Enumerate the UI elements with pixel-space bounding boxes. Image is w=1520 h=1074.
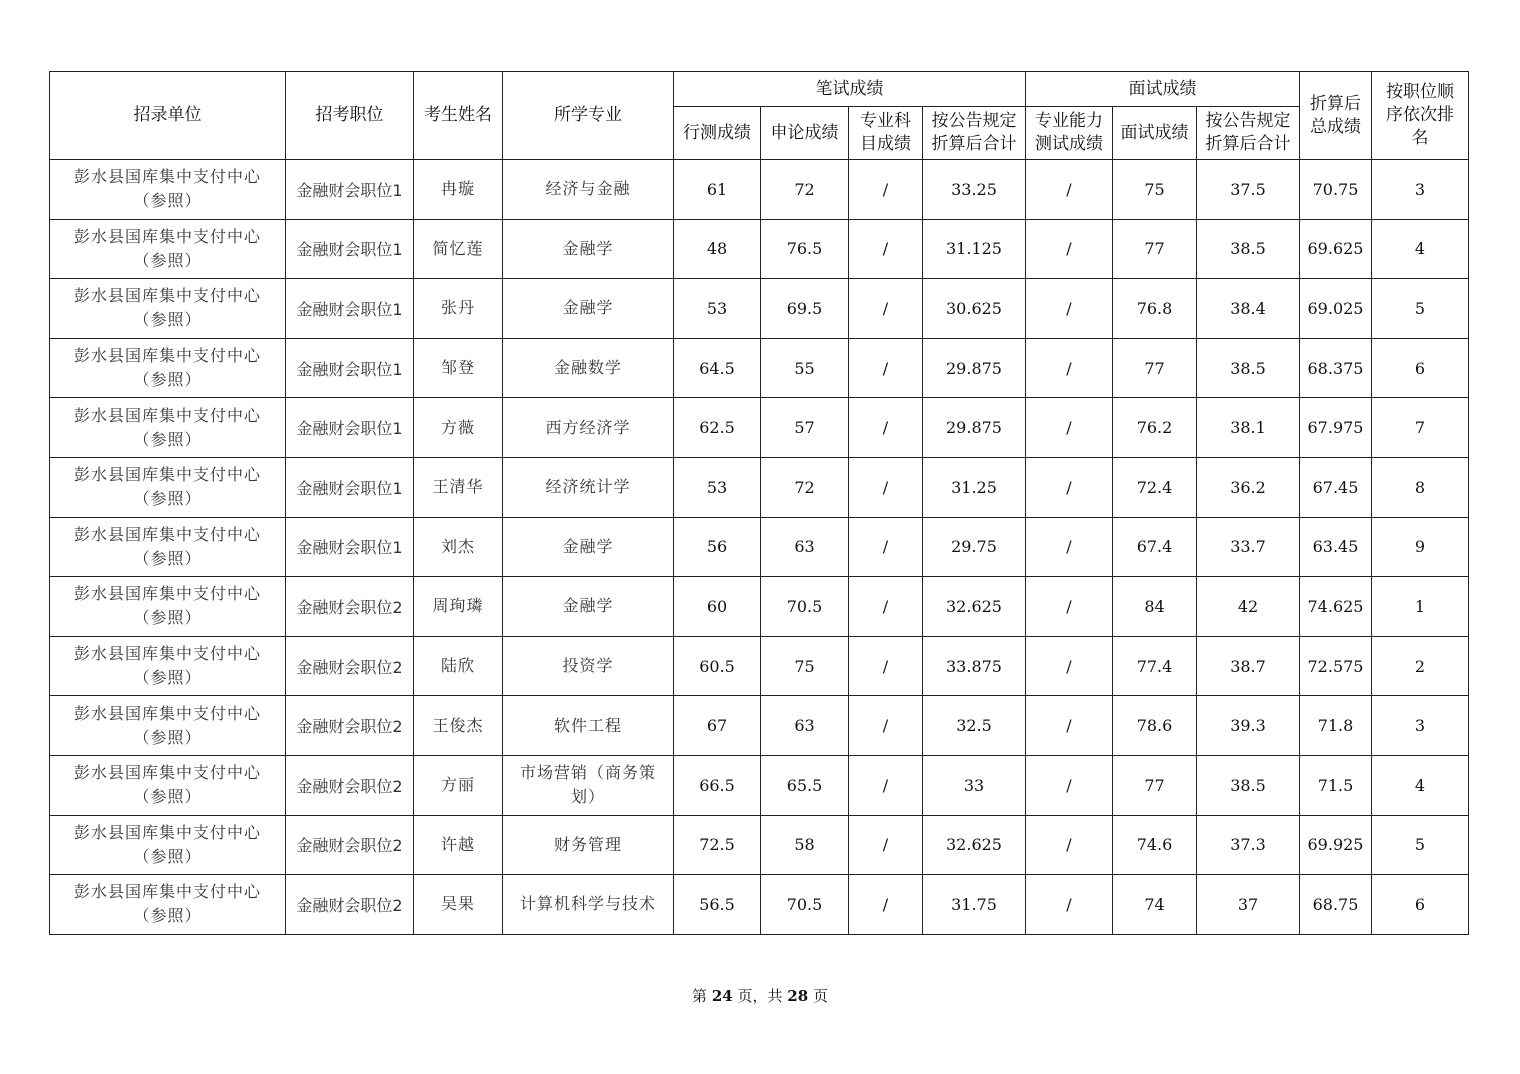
cell-rank: 6 xyxy=(1372,338,1469,398)
cell-position: 金融财会职位2 xyxy=(286,755,414,815)
cell-shenlun: 70.5 xyxy=(761,577,849,637)
cell-unit: 彭水县国库集中支付中心（参照） xyxy=(50,755,286,815)
cell-written-total: 31.125 xyxy=(923,219,1026,279)
cell-major: 金融学 xyxy=(503,577,674,637)
cell-ability-test: / xyxy=(1026,636,1113,696)
cell-shenlun: 72 xyxy=(761,457,849,517)
cell-rank: 4 xyxy=(1372,755,1469,815)
cell-ability-test: / xyxy=(1026,219,1113,279)
cell-written-total: 29.75 xyxy=(923,517,1026,577)
table-row xyxy=(50,875,1469,935)
cell-rank: 7 xyxy=(1372,398,1469,458)
cell-major: 经济与金融 xyxy=(503,160,674,220)
header-professional: 专业科目成绩 xyxy=(849,107,923,160)
cell-rank: 8 xyxy=(1372,457,1469,517)
cell-shenlun: 75 xyxy=(761,636,849,696)
cell-major: 市场营销（商务策划） xyxy=(503,755,674,815)
table-row xyxy=(50,338,1469,398)
cell-overall-total: 71.5 xyxy=(1300,755,1372,815)
cell-professional: / xyxy=(849,338,923,398)
cell-written-total: 31.25 xyxy=(923,457,1026,517)
cell-interview: 72.4 xyxy=(1113,457,1197,517)
cell-professional: / xyxy=(849,517,923,577)
header-shenlun: 申论成绩 xyxy=(761,107,849,160)
cell-shenlun: 76.5 xyxy=(761,219,849,279)
cell-shenlun: 63 xyxy=(761,696,849,756)
header-unit: 招录单位 xyxy=(50,72,286,160)
cell-position: 金融财会职位2 xyxy=(286,875,414,935)
cell-xingce: 53 xyxy=(674,279,761,339)
cell-name: 陆欣 xyxy=(414,636,503,696)
cell-name: 简忆莲 xyxy=(414,219,503,279)
cell-professional: / xyxy=(849,636,923,696)
cell-unit: 彭水县国库集中支付中心（参照） xyxy=(50,815,286,875)
cell-professional: / xyxy=(849,815,923,875)
cell-written-total: 30.625 xyxy=(923,279,1026,339)
cell-xingce: 56 xyxy=(674,517,761,577)
cell-position: 金融财会职位2 xyxy=(286,815,414,875)
cell-position: 金融财会职位2 xyxy=(286,696,414,756)
cell-professional: / xyxy=(849,696,923,756)
header-interview-total: 按公告规定折算后合计 xyxy=(1197,107,1300,160)
cell-interview: 67.4 xyxy=(1113,517,1197,577)
cell-position: 金融财会职位1 xyxy=(286,279,414,339)
table-row xyxy=(50,160,1469,220)
cell-position: 金融财会职位1 xyxy=(286,219,414,279)
cell-interview: 74 xyxy=(1113,875,1197,935)
cell-interview: 76.8 xyxy=(1113,279,1197,339)
cell-professional: / xyxy=(849,279,923,339)
cell-overall-total: 69.925 xyxy=(1300,815,1372,875)
cell-overall-total: 71.8 xyxy=(1300,696,1372,756)
cell-overall-total: 69.025 xyxy=(1300,279,1372,339)
cell-ability-test: / xyxy=(1026,755,1113,815)
cell-name: 冉璇 xyxy=(414,160,503,220)
cell-position: 金融财会职位2 xyxy=(286,636,414,696)
header-rank: 按职位顺序依次排名 xyxy=(1372,72,1469,160)
page-suffix: 页 xyxy=(812,987,828,1005)
cell-major: 财务管理 xyxy=(503,815,674,875)
table-row xyxy=(50,755,1469,815)
cell-overall-total: 74.625 xyxy=(1300,577,1372,637)
cell-major: 投资学 xyxy=(503,636,674,696)
header-ability-test: 专业能力测试成绩 xyxy=(1026,107,1113,160)
cell-xingce: 53 xyxy=(674,457,761,517)
header-written-total: 按公告规定折算后合计 xyxy=(923,107,1026,160)
cell-written-total: 33 xyxy=(923,755,1026,815)
cell-shenlun: 72 xyxy=(761,160,849,220)
cell-xingce: 72.5 xyxy=(674,815,761,875)
cell-major: 金融学 xyxy=(503,279,674,339)
cell-name: 吴果 xyxy=(414,875,503,935)
header-written-group: 笔试成绩 xyxy=(674,72,1026,107)
cell-unit: 彭水县国库集中支付中心（参照） xyxy=(50,577,286,637)
cell-interview-total: 38.5 xyxy=(1197,219,1300,279)
cell-professional: / xyxy=(849,160,923,220)
cell-major: 西方经济学 xyxy=(503,398,674,458)
cell-professional: / xyxy=(849,457,923,517)
cell-interview: 75 xyxy=(1113,160,1197,220)
cell-overall-total: 69.625 xyxy=(1300,219,1372,279)
cell-unit: 彭水县国库集中支付中心（参照） xyxy=(50,517,286,577)
table-row xyxy=(50,457,1469,517)
table-row xyxy=(50,517,1469,577)
cell-position: 金融财会职位1 xyxy=(286,338,414,398)
cell-interview-total: 38.4 xyxy=(1197,279,1300,339)
table-row xyxy=(50,279,1469,339)
cell-shenlun: 57 xyxy=(761,398,849,458)
cell-shenlun: 55 xyxy=(761,338,849,398)
cell-major: 金融数学 xyxy=(503,338,674,398)
cell-major: 金融学 xyxy=(503,219,674,279)
cell-unit: 彭水县国库集中支付中心（参照） xyxy=(50,338,286,398)
cell-rank: 9 xyxy=(1372,517,1469,577)
cell-major: 计算机科学与技术 xyxy=(503,875,674,935)
cell-interview-total: 38.5 xyxy=(1197,755,1300,815)
cell-shenlun: 63 xyxy=(761,517,849,577)
cell-major: 金融学 xyxy=(503,517,674,577)
cell-rank: 2 xyxy=(1372,636,1469,696)
cell-major: 经济统计学 xyxy=(503,457,674,517)
cell-name: 刘杰 xyxy=(414,517,503,577)
cell-name: 方丽 xyxy=(414,755,503,815)
cell-unit: 彭水县国库集中支付中心（参照） xyxy=(50,636,286,696)
cell-professional: / xyxy=(849,875,923,935)
cell-xingce: 67 xyxy=(674,696,761,756)
cell-interview: 77.4 xyxy=(1113,636,1197,696)
cell-interview: 77 xyxy=(1113,219,1197,279)
cell-name: 周珣璘 xyxy=(414,577,503,637)
cell-interview: 78.6 xyxy=(1113,696,1197,756)
cell-interview: 74.6 xyxy=(1113,815,1197,875)
cell-rank: 4 xyxy=(1372,219,1469,279)
cell-xingce: 61 xyxy=(674,160,761,220)
cell-name: 许越 xyxy=(414,815,503,875)
cell-professional: / xyxy=(849,577,923,637)
header-interview: 面试成绩 xyxy=(1113,107,1197,160)
cell-written-total: 29.875 xyxy=(923,398,1026,458)
cell-professional: / xyxy=(849,398,923,458)
cell-xingce: 60.5 xyxy=(674,636,761,696)
cell-interview: 76.2 xyxy=(1113,398,1197,458)
cell-interview: 77 xyxy=(1113,755,1197,815)
table-row xyxy=(50,636,1469,696)
cell-written-total: 32.625 xyxy=(923,577,1026,637)
cell-interview-total: 37.5 xyxy=(1197,160,1300,220)
cell-interview: 77 xyxy=(1113,338,1197,398)
cell-unit: 彭水县国库集中支付中心（参照） xyxy=(50,160,286,220)
cell-unit: 彭水县国库集中支付中心（参照） xyxy=(50,279,286,339)
header-major: 所学专业 xyxy=(503,72,674,160)
table-row xyxy=(50,577,1469,637)
cell-rank: 5 xyxy=(1372,815,1469,875)
table-body xyxy=(50,160,1469,935)
cell-unit: 彭水县国库集中支付中心（参照） xyxy=(50,398,286,458)
cell-overall-total: 67.45 xyxy=(1300,457,1372,517)
cell-xingce: 60 xyxy=(674,577,761,637)
cell-written-total: 31.75 xyxy=(923,875,1026,935)
cell-ability-test: / xyxy=(1026,457,1113,517)
cell-ability-test: / xyxy=(1026,338,1113,398)
cell-interview-total: 38.5 xyxy=(1197,338,1300,398)
header-position: 招考职位 xyxy=(286,72,414,160)
cell-overall-total: 70.75 xyxy=(1300,160,1372,220)
cell-name: 王清华 xyxy=(414,457,503,517)
cell-written-total: 32.5 xyxy=(923,696,1026,756)
cell-ability-test: / xyxy=(1026,398,1113,458)
cell-shenlun: 70.5 xyxy=(761,875,849,935)
cell-interview-total: 33.7 xyxy=(1197,517,1300,577)
cell-shenlun: 69.5 xyxy=(761,279,849,339)
cell-ability-test: / xyxy=(1026,696,1113,756)
cell-position: 金融财会职位2 xyxy=(286,577,414,637)
cell-position: 金融财会职位1 xyxy=(286,457,414,517)
table-row xyxy=(50,398,1469,458)
cell-position: 金融财会职位1 xyxy=(286,160,414,220)
cell-xingce: 66.5 xyxy=(674,755,761,815)
cell-interview-total: 38.7 xyxy=(1197,636,1300,696)
cell-shenlun: 58 xyxy=(761,815,849,875)
cell-ability-test: / xyxy=(1026,160,1113,220)
cell-unit: 彭水县国库集中支付中心（参照） xyxy=(50,875,286,935)
cell-name: 邹登 xyxy=(414,338,503,398)
table-header xyxy=(50,72,1469,160)
cell-ability-test: / xyxy=(1026,517,1113,577)
cell-interview-total: 38.1 xyxy=(1197,398,1300,458)
cell-overall-total: 68.75 xyxy=(1300,875,1372,935)
header-name: 考生姓名 xyxy=(414,72,503,160)
cell-professional: / xyxy=(849,219,923,279)
cell-ability-test: / xyxy=(1026,577,1113,637)
cell-rank: 3 xyxy=(1372,696,1469,756)
table-row xyxy=(50,219,1469,279)
cell-name: 张丹 xyxy=(414,279,503,339)
total-pages: 28 xyxy=(787,987,809,1005)
cell-position: 金融财会职位1 xyxy=(286,398,414,458)
cell-professional: / xyxy=(849,755,923,815)
cell-interview-total: 39.3 xyxy=(1197,696,1300,756)
cell-ability-test: / xyxy=(1026,279,1113,339)
cell-rank: 1 xyxy=(1372,577,1469,637)
page-footer xyxy=(0,985,1520,1006)
score-table xyxy=(49,71,1469,935)
cell-overall-total: 63.45 xyxy=(1300,517,1372,577)
table-row xyxy=(50,815,1469,875)
cell-major: 软件工程 xyxy=(503,696,674,756)
cell-interview-total: 42 xyxy=(1197,577,1300,637)
header-xingce: 行测成绩 xyxy=(674,107,761,160)
header-interview-group: 面试成绩 xyxy=(1026,72,1300,107)
cell-name: 方薇 xyxy=(414,398,503,458)
cell-ability-test: / xyxy=(1026,815,1113,875)
table-row xyxy=(50,696,1469,756)
header-overall-total: 折算后总成绩 xyxy=(1300,72,1372,160)
cell-interview-total: 37.3 xyxy=(1197,815,1300,875)
cell-overall-total: 68.375 xyxy=(1300,338,1372,398)
cell-ability-test: / xyxy=(1026,875,1113,935)
cell-written-total: 32.625 xyxy=(923,815,1026,875)
cell-written-total: 29.875 xyxy=(923,338,1026,398)
cell-interview-total: 36.2 xyxy=(1197,457,1300,517)
cell-overall-total: 67.975 xyxy=(1300,398,1372,458)
cell-shenlun: 65.5 xyxy=(761,755,849,815)
cell-xingce: 48 xyxy=(674,219,761,279)
cell-overall-total: 72.575 xyxy=(1300,636,1372,696)
cell-rank: 3 xyxy=(1372,160,1469,220)
cell-interview-total: 37 xyxy=(1197,875,1300,935)
cell-written-total: 33.25 xyxy=(923,160,1026,220)
cell-position: 金融财会职位1 xyxy=(286,517,414,577)
cell-interview: 84 xyxy=(1113,577,1197,637)
page-middle: 页，共 xyxy=(737,987,783,1005)
cell-xingce: 56.5 xyxy=(674,875,761,935)
cell-unit: 彭水县国库集中支付中心（参照） xyxy=(50,696,286,756)
cell-written-total: 33.875 xyxy=(923,636,1026,696)
cell-name: 王俊杰 xyxy=(414,696,503,756)
cell-xingce: 64.5 xyxy=(674,338,761,398)
cell-rank: 6 xyxy=(1372,875,1469,935)
page-prefix: 第 xyxy=(692,987,708,1005)
cell-unit: 彭水县国库集中支付中心（参照） xyxy=(50,219,286,279)
cell-xingce: 62.5 xyxy=(674,398,761,458)
cell-rank: 5 xyxy=(1372,279,1469,339)
current-page: 24 xyxy=(711,987,733,1005)
cell-unit: 彭水县国库集中支付中心（参照） xyxy=(50,457,286,517)
